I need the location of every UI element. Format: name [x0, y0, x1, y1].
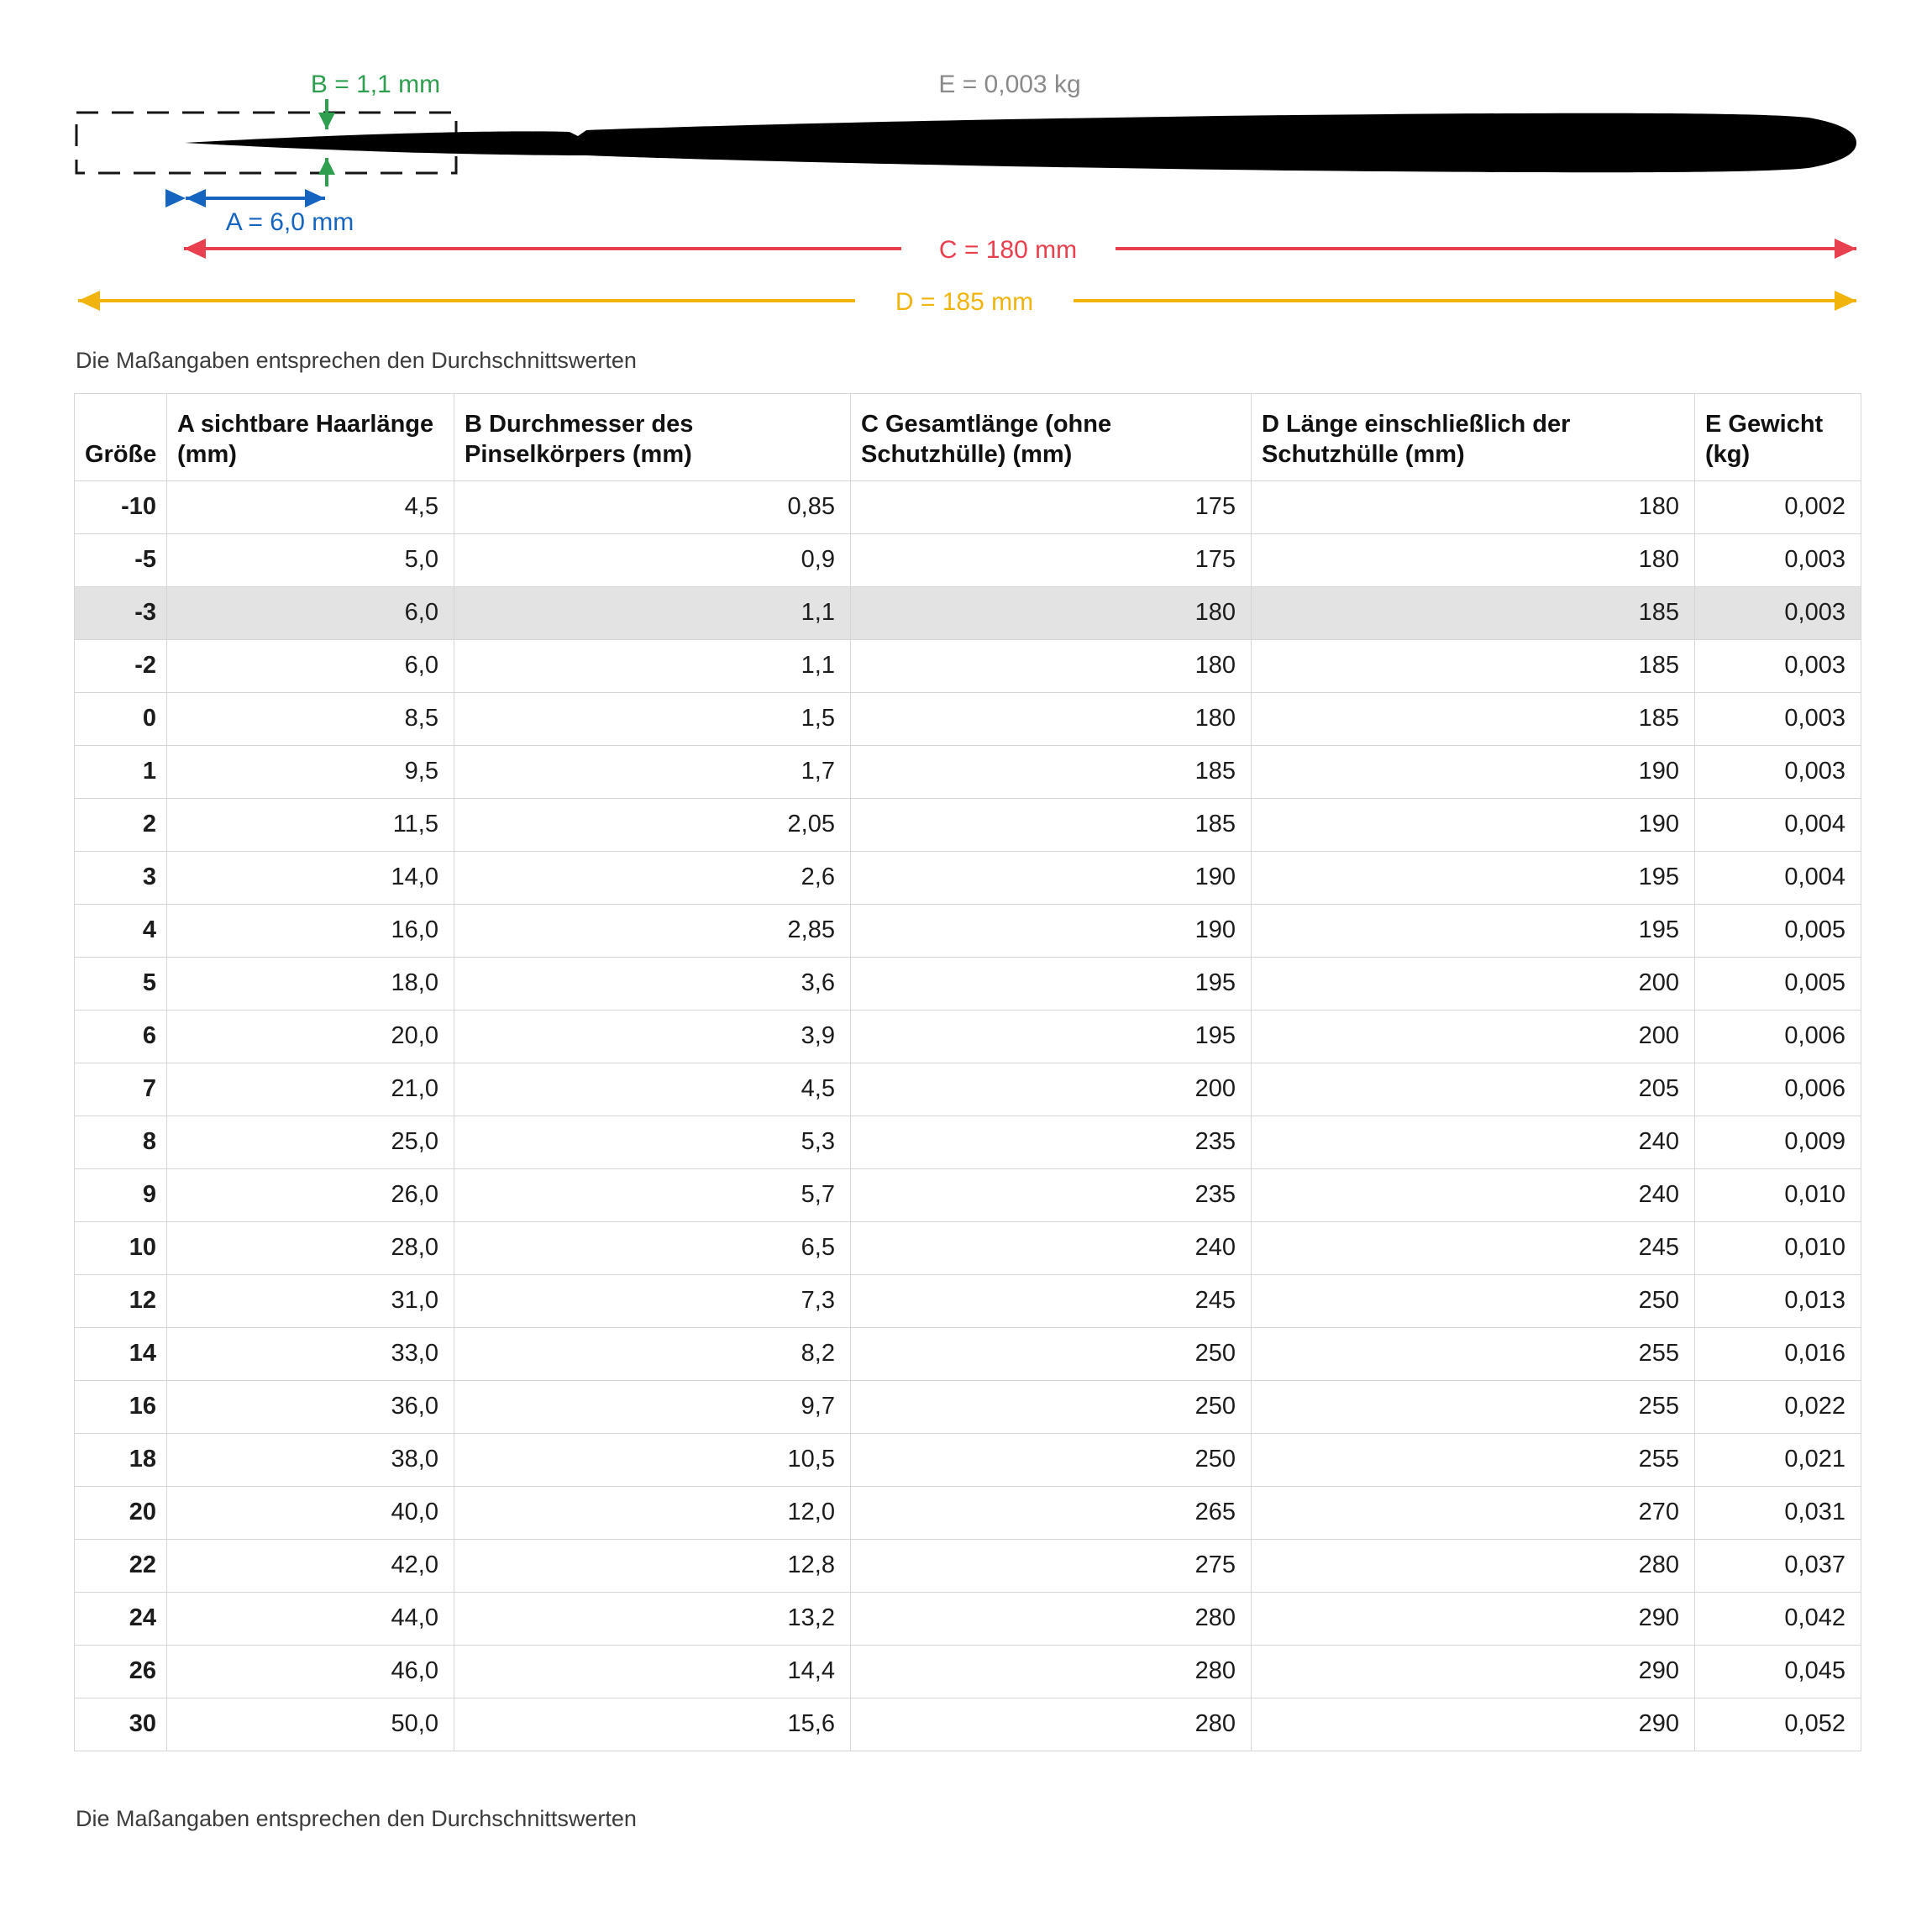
value-cell: 0,045 — [1695, 1645, 1861, 1698]
value-cell: 245 — [1252, 1221, 1695, 1274]
col-header-gesamtlaenge: C Gesamtlänge (ohne Schutzhülle) (mm) — [851, 394, 1252, 481]
value-cell: 4,5 — [167, 480, 454, 533]
table-row — [75, 798, 1861, 851]
value-cell: 0,021 — [1695, 1433, 1861, 1486]
value-cell: 185 — [851, 745, 1252, 798]
size-cell: 0 — [75, 692, 167, 745]
size-cell: 2 — [75, 798, 167, 851]
value-cell: 28,0 — [167, 1221, 454, 1274]
value-cell: 280 — [851, 1645, 1252, 1698]
value-cell: 190 — [851, 851, 1252, 904]
size-cell: 22 — [75, 1539, 167, 1592]
value-cell: 0,009 — [1695, 1116, 1861, 1168]
value-cell: 240 — [851, 1221, 1252, 1274]
table-row — [75, 1327, 1861, 1380]
value-cell: 25,0 — [167, 1116, 454, 1168]
diagram-svg — [74, 59, 1861, 344]
value-cell: 33,0 — [167, 1327, 454, 1380]
value-cell: 16,0 — [167, 904, 454, 957]
value-cell: 180 — [851, 639, 1252, 692]
average-values-note-bottom: Die Maßangaben entsprechen den Durchschnittswerten — [76, 1806, 637, 1831]
value-cell: 3,9 — [454, 1010, 851, 1063]
value-cell: 5,7 — [454, 1168, 851, 1221]
value-cell: 185 — [1252, 639, 1695, 692]
table-row — [75, 1539, 1861, 1592]
col-header-durchmesser: B Durchmesser des Pinselkörpers (mm) — [454, 394, 851, 481]
value-cell: 0,022 — [1695, 1380, 1861, 1433]
value-cell: 44,0 — [167, 1592, 454, 1645]
size-spec-table — [74, 393, 1861, 1751]
table-row — [75, 1221, 1861, 1274]
value-cell: 290 — [1252, 1645, 1695, 1698]
size-cell: 26 — [75, 1645, 167, 1698]
value-cell: 6,5 — [454, 1221, 851, 1274]
brush-dimension-diagram — [74, 59, 1861, 344]
value-cell: 0,010 — [1695, 1221, 1861, 1274]
value-cell: 15,6 — [454, 1698, 851, 1751]
value-cell: 40,0 — [167, 1486, 454, 1539]
size-cell: 10 — [75, 1221, 167, 1274]
value-cell: 0,004 — [1695, 798, 1861, 851]
table-row — [75, 1433, 1861, 1486]
value-cell: 0,013 — [1695, 1274, 1861, 1327]
value-cell: 195 — [851, 1010, 1252, 1063]
dimension-b-label: B = 1,1 mm — [310, 71, 441, 98]
value-cell: 10,5 — [454, 1433, 851, 1486]
dimension-c-label: C = 180 mm — [938, 236, 1078, 264]
value-cell: 250 — [851, 1380, 1252, 1433]
value-cell: 31,0 — [167, 1274, 454, 1327]
value-cell: 290 — [1252, 1592, 1695, 1645]
value-cell: 9,7 — [454, 1380, 851, 1433]
value-cell: 0,031 — [1695, 1486, 1861, 1539]
size-cell: 16 — [75, 1380, 167, 1433]
value-cell: 42,0 — [167, 1539, 454, 1592]
dimension-a-arrowhead-left — [186, 189, 206, 207]
dimension-c-arrowhead-right — [1835, 239, 1856, 259]
value-cell: 180 — [851, 692, 1252, 745]
size-cell: -10 — [75, 480, 167, 533]
table-row — [75, 1698, 1861, 1751]
size-cell: 3 — [75, 851, 167, 904]
dimension-a-label: A = 6,0 mm — [225, 208, 354, 236]
value-cell: 8,2 — [454, 1327, 851, 1380]
value-cell: 1,1 — [454, 639, 851, 692]
value-cell: 50,0 — [167, 1698, 454, 1751]
table-row — [75, 957, 1861, 1010]
value-cell: 0,010 — [1695, 1168, 1861, 1221]
table-row — [75, 1168, 1861, 1221]
table-row — [75, 904, 1861, 957]
value-cell: 280 — [851, 1698, 1252, 1751]
value-cell: 255 — [1252, 1433, 1695, 1486]
value-cell: 38,0 — [167, 1433, 454, 1486]
value-cell: 12,8 — [454, 1539, 851, 1592]
value-cell: 195 — [1252, 851, 1695, 904]
table-row — [75, 1116, 1861, 1168]
value-cell: 12,0 — [454, 1486, 851, 1539]
value-cell: 250 — [851, 1433, 1252, 1486]
value-cell: 14,0 — [167, 851, 454, 904]
value-cell: 180 — [1252, 533, 1695, 586]
value-cell: 2,05 — [454, 798, 851, 851]
size-cell: -3 — [75, 586, 167, 639]
dimension-c-arrowhead-left — [184, 239, 206, 259]
value-cell: 200 — [1252, 957, 1695, 1010]
value-cell: 9,5 — [167, 745, 454, 798]
value-cell: 0,85 — [454, 480, 851, 533]
value-cell: 0,005 — [1695, 904, 1861, 957]
value-cell: 1,1 — [454, 586, 851, 639]
table-row — [75, 1380, 1861, 1433]
dimension-e-label: E = 0,003 kg — [938, 71, 1081, 98]
value-cell: 0,006 — [1695, 1063, 1861, 1116]
value-cell: 21,0 — [167, 1063, 454, 1116]
value-cell: 185 — [1252, 692, 1695, 745]
value-cell: 185 — [851, 798, 1252, 851]
table-row — [75, 533, 1861, 586]
col-header-laenge-schutzhuelle: D Länge einschließlich der Schutzhülle (mm) — [1252, 394, 1695, 481]
average-values-note-top: Die Maßangaben entsprechen den Durchschnittswerten — [76, 348, 637, 373]
value-cell: 18,0 — [167, 957, 454, 1010]
col-header-groesse: Größe — [75, 394, 167, 481]
value-cell: 280 — [1252, 1539, 1695, 1592]
value-cell: 250 — [851, 1327, 1252, 1380]
table-row — [75, 1063, 1861, 1116]
size-cell: 9 — [75, 1168, 167, 1221]
value-cell: 20,0 — [167, 1010, 454, 1063]
value-cell: 280 — [851, 1592, 1252, 1645]
value-cell: 235 — [851, 1116, 1252, 1168]
table-row — [75, 1486, 1861, 1539]
value-cell: 245 — [851, 1274, 1252, 1327]
table-row — [75, 1274, 1861, 1327]
value-cell: 235 — [851, 1168, 1252, 1221]
value-cell: 175 — [851, 480, 1252, 533]
value-cell: 0,037 — [1695, 1539, 1861, 1592]
size-cell: 20 — [75, 1486, 167, 1539]
value-cell: 0,004 — [1695, 851, 1861, 904]
value-cell: 36,0 — [167, 1380, 454, 1433]
dimension-d-arrowhead-right — [1835, 291, 1856, 311]
value-cell: 2,85 — [454, 904, 851, 957]
value-cell: 6,0 — [167, 586, 454, 639]
value-cell: 13,2 — [454, 1592, 851, 1645]
size-cell: 30 — [75, 1698, 167, 1751]
value-cell: 8,5 — [167, 692, 454, 745]
value-cell: 175 — [851, 533, 1252, 586]
value-cell: 240 — [1252, 1168, 1695, 1221]
col-header-gewicht: E Gewicht (kg) — [1695, 394, 1861, 481]
value-cell: 0,003 — [1695, 586, 1861, 639]
value-cell: 6,0 — [167, 639, 454, 692]
table-row — [75, 851, 1861, 904]
value-cell: 275 — [851, 1539, 1252, 1592]
value-cell: 255 — [1252, 1327, 1695, 1380]
table-row — [75, 692, 1861, 745]
size-cell: 4 — [75, 904, 167, 957]
value-cell: 190 — [1252, 745, 1695, 798]
size-cell: 12 — [75, 1274, 167, 1327]
value-cell: 265 — [851, 1486, 1252, 1539]
value-cell: 0,003 — [1695, 533, 1861, 586]
value-cell: 0,016 — [1695, 1327, 1861, 1380]
table-row — [75, 639, 1861, 692]
value-cell: 200 — [1252, 1010, 1695, 1063]
value-cell: 0,006 — [1695, 1010, 1861, 1063]
size-cell: 5 — [75, 957, 167, 1010]
value-cell: 14,4 — [454, 1645, 851, 1698]
value-cell: 180 — [1252, 480, 1695, 533]
table-header-row — [75, 394, 1861, 481]
value-cell: 0,003 — [1695, 692, 1861, 745]
table-body — [75, 480, 1861, 1751]
size-cell: 24 — [75, 1592, 167, 1645]
value-cell: 5,0 — [167, 533, 454, 586]
value-cell: 0,042 — [1695, 1592, 1861, 1645]
value-cell: 0,003 — [1695, 745, 1861, 798]
value-cell: 0,002 — [1695, 480, 1861, 533]
table-row — [75, 1010, 1861, 1063]
value-cell: 1,7 — [454, 745, 851, 798]
size-cell: -2 — [75, 639, 167, 692]
size-cell: 7 — [75, 1063, 167, 1116]
size-cell: 1 — [75, 745, 167, 798]
value-cell: 3,6 — [454, 957, 851, 1010]
value-cell: 0,003 — [1695, 639, 1861, 692]
table-row — [75, 1592, 1861, 1645]
value-cell: 46,0 — [167, 1645, 454, 1698]
dimension-d-label: D = 185 mm — [895, 288, 1034, 316]
brush-silhouette — [185, 113, 1856, 173]
value-cell: 270 — [1252, 1486, 1695, 1539]
value-cell: 195 — [851, 957, 1252, 1010]
value-cell: 240 — [1252, 1116, 1695, 1168]
value-cell: 205 — [1252, 1063, 1695, 1116]
size-cell: 14 — [75, 1327, 167, 1380]
size-cell: -5 — [75, 533, 167, 586]
value-cell: 4,5 — [454, 1063, 851, 1116]
col-header-haarlaenge: A sichtbare Haarlänge (mm) — [167, 394, 454, 481]
dimension-d-arrowhead-left — [78, 291, 100, 311]
value-cell: 0,9 — [454, 533, 851, 586]
size-cell: 8 — [75, 1116, 167, 1168]
value-cell: 185 — [1252, 586, 1695, 639]
value-cell: 290 — [1252, 1698, 1695, 1751]
value-cell: 0,052 — [1695, 1698, 1861, 1751]
value-cell: 2,6 — [454, 851, 851, 904]
table-row — [75, 586, 1861, 639]
value-cell: 190 — [1252, 798, 1695, 851]
value-cell: 200 — [851, 1063, 1252, 1116]
value-cell: 180 — [851, 586, 1252, 639]
value-cell: 7,3 — [454, 1274, 851, 1327]
table-row — [75, 745, 1861, 798]
value-cell: 255 — [1252, 1380, 1695, 1433]
value-cell: 5,3 — [454, 1116, 851, 1168]
value-cell: 250 — [1252, 1274, 1695, 1327]
value-cell: 0,005 — [1695, 957, 1861, 1010]
size-cell: 18 — [75, 1433, 167, 1486]
table-row — [75, 1645, 1861, 1698]
value-cell: 190 — [851, 904, 1252, 957]
table-row — [75, 480, 1861, 533]
value-cell: 26,0 — [167, 1168, 454, 1221]
size-cell: 6 — [75, 1010, 167, 1063]
value-cell: 195 — [1252, 904, 1695, 957]
value-cell: 1,5 — [454, 692, 851, 745]
value-cell: 11,5 — [167, 798, 454, 851]
